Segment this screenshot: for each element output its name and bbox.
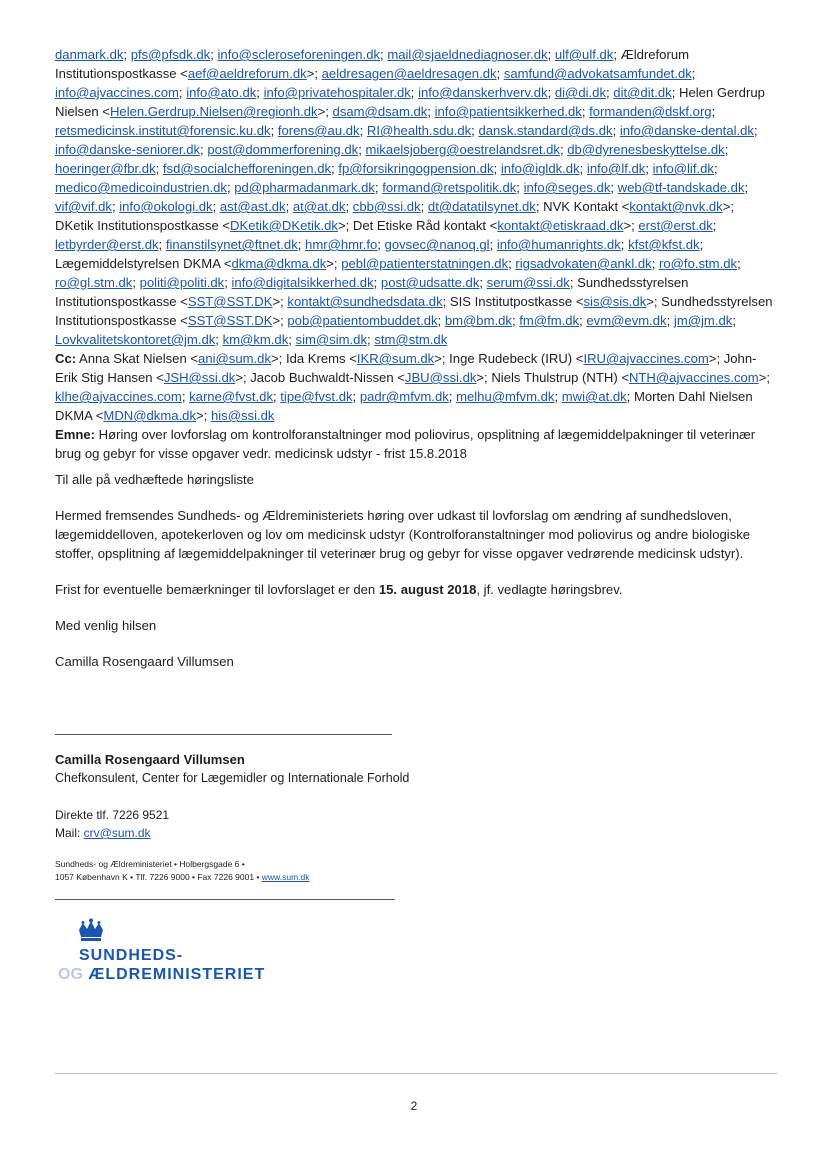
cc-email-link[interactable]: tipe@fvst.dk bbox=[280, 389, 353, 404]
to-email-link[interactable]: rigsadvokaten@ankl.dk bbox=[515, 256, 652, 271]
recipients-block bbox=[55, 45, 773, 463]
to-email-link[interactable]: info@igldk.dk bbox=[500, 161, 580, 176]
to-email-link[interactable]: fsd@socialchefforeningen.dk bbox=[162, 161, 332, 176]
to-text: ; bbox=[713, 161, 718, 176]
to-email-link[interactable]: danmark.dk bbox=[55, 47, 124, 62]
divider-top bbox=[55, 734, 392, 735]
to-text: ; bbox=[226, 180, 235, 195]
to-text: ; bbox=[547, 85, 555, 100]
cc-text: >; bbox=[758, 370, 770, 385]
to-email-link[interactable]: info@okologi.dk bbox=[119, 199, 213, 214]
cc-label: Cc: bbox=[55, 351, 77, 366]
to-text: ; bbox=[270, 123, 278, 138]
to-email-link[interactable]: info@lf.dk bbox=[586, 161, 646, 176]
cc-email-link[interactable]: JSH@ssi.dk bbox=[163, 370, 236, 385]
mail-link[interactable]: crv@sum.dk bbox=[83, 826, 151, 840]
to-text: ; bbox=[516, 180, 524, 195]
sender-name: Camilla Rosengaard Villumsen bbox=[55, 654, 234, 669]
cc-email-link[interactable]: mwi@at.dk bbox=[561, 389, 627, 404]
to-email-link[interactable]: sis@sis.dk bbox=[583, 294, 647, 309]
to-email-link[interactable]: vif@vif.dk bbox=[55, 199, 112, 214]
to-email-link[interactable]: pebl@patienterstatningen.dk bbox=[341, 256, 509, 271]
logo-line-2-row bbox=[58, 965, 265, 984]
to-text: ; bbox=[420, 199, 428, 214]
to-email-link[interactable]: formanden@dskf.org bbox=[589, 104, 712, 119]
to-text: >; bbox=[272, 294, 288, 309]
to-text: ; Lægemiddelstyrelsen DKMA < bbox=[55, 237, 704, 271]
deadline-date: 15. august 2018 bbox=[378, 582, 477, 597]
to-text: ; bbox=[581, 104, 590, 119]
to-text: ; bbox=[155, 161, 163, 176]
to-email-link[interactable]: info@patientsikkerhed.dk bbox=[434, 104, 582, 119]
to-text: ; bbox=[691, 66, 696, 81]
to-text: ; bbox=[373, 275, 381, 290]
to-text: ; Sundhedsstyrelsen Institutionspostkasse < bbox=[55, 275, 689, 309]
paragraph-intro: Hermed fremsendes Sundheds- og Ældreministeriets høring over udkast til lovforslag om ændring af sundhedsloven, lægemiddelloven, apotekerloven og lov om medicinsk udstyr (Kontrolforanstaltninger mod poliovirus og andre biologiske stoffer, opsplitning af lægemiddelpakninger til veterinær brug og gebyr for visse opgaver vedrørende medicinsk udstyr). bbox=[55, 508, 751, 561]
to-email-link[interactable]: mikaelsjoberg@oestrelandsret.dk bbox=[365, 142, 560, 157]
to-email-link[interactable]: DKetik@DKetik.dk bbox=[230, 218, 338, 233]
cc-text: ; bbox=[352, 389, 360, 404]
crown-logo-icon bbox=[76, 918, 106, 944]
to-text: ; bbox=[285, 199, 293, 214]
to-email-link[interactable]: kontakt@nvk.dk bbox=[629, 199, 723, 214]
to-text: ; bbox=[178, 85, 187, 100]
to-email-link[interactable]: fm@fm.dk bbox=[519, 313, 580, 328]
to-text: ; bbox=[158, 237, 166, 252]
to-text: ; bbox=[744, 180, 749, 195]
to-text: ; bbox=[511, 313, 520, 328]
to-email-link[interactable]: retsmedicinsk.institut@forensic.ku.dk bbox=[55, 123, 271, 138]
to-email-link[interactable]: dkma@dkma.dk bbox=[231, 256, 327, 271]
cc-email-link[interactable]: IRU@ajvaccines.com bbox=[583, 351, 709, 366]
to-text: ; bbox=[508, 256, 516, 271]
cc-text: ; bbox=[181, 389, 190, 404]
to-email-link[interactable]: RI@health.sdu.dk bbox=[366, 123, 472, 138]
to-email-link[interactable]: samfund@advokatsamfundet.dk bbox=[503, 66, 692, 81]
to-text: ; bbox=[712, 218, 717, 233]
to-text: >; bbox=[326, 256, 342, 271]
to-email-link[interactable]: di@di.dk bbox=[554, 85, 607, 100]
cc-text: ; bbox=[554, 389, 562, 404]
to-email-link[interactable]: pob@patientombuddet.dk bbox=[287, 313, 438, 328]
to-text: ; bbox=[132, 275, 140, 290]
to-email-link[interactable]: cbb@ssi.dk bbox=[352, 199, 421, 214]
to-text: ; bbox=[479, 275, 487, 290]
to-text: ; bbox=[651, 256, 659, 271]
to-text: ; bbox=[471, 123, 479, 138]
to-text: >; bbox=[623, 218, 639, 233]
address-line-2-text: 1057 København K • Tlf. 7226 9000 • Fax 7226 9001 • bbox=[55, 872, 262, 882]
to-email-link[interactable]: dit@dit.dk bbox=[613, 85, 672, 100]
to-email-link[interactable]: info@humanrights.dk bbox=[496, 237, 621, 252]
to-text: ; bbox=[380, 47, 388, 62]
to-email-link[interactable]: info@danske-seniorer.dk bbox=[55, 142, 201, 157]
to-email-link[interactable]: ulf@ulf.dk bbox=[554, 47, 614, 62]
salutation: Til alle på vedhæftede høringsliste bbox=[55, 472, 254, 487]
page-number: 2 bbox=[410, 1099, 418, 1113]
cc-text: >; Ida Krems < bbox=[271, 351, 357, 366]
website-link[interactable]: www.sum.dk bbox=[261, 872, 310, 882]
to-email-link[interactable]: info@ato.dk bbox=[186, 85, 257, 100]
to-text: ; bbox=[331, 161, 339, 176]
to-text: ; bbox=[493, 161, 501, 176]
to-email-link[interactable]: dt@datatilsynet.dk bbox=[427, 199, 536, 214]
to-recipients bbox=[55, 47, 773, 347]
to-email-link[interactable]: aef@aeldreforum.dk bbox=[187, 66, 307, 81]
to-text: ; bbox=[377, 237, 385, 252]
to-text: ; bbox=[496, 66, 504, 81]
to-email-link[interactable]: hmr@hmr.fo bbox=[305, 237, 378, 252]
to-text: ; bbox=[547, 47, 555, 62]
to-text: ; bbox=[753, 123, 758, 138]
to-text: ; Helen Gerdrup Nielsen < bbox=[55, 85, 765, 119]
to-email-link[interactable]: mail@sjaeldnediagnoser.dk bbox=[387, 47, 548, 62]
to-text: ; bbox=[212, 199, 220, 214]
to-text: ; bbox=[620, 237, 629, 252]
mail-label: Mail: bbox=[55, 826, 84, 840]
to-text: ; bbox=[288, 332, 296, 347]
to-email-link[interactable]: info@scleroseforeningen.dk bbox=[217, 47, 381, 62]
to-text: ; bbox=[215, 332, 223, 347]
paragraph-deadline bbox=[55, 580, 775, 599]
mail-line bbox=[55, 824, 169, 842]
cc-text: Anna Skat Nielsen < bbox=[76, 351, 199, 366]
to-email-link[interactable]: info@seges.dk bbox=[523, 180, 611, 195]
to-email-link[interactable]: forens@au.dk bbox=[277, 123, 360, 138]
to-text: ; bbox=[645, 161, 653, 176]
cc-email-link[interactable]: IKR@sum.dk bbox=[356, 351, 435, 366]
to-email-link[interactable]: dsam@dsam.dk bbox=[332, 104, 428, 119]
cc-text: >; Jacob Buchwaldt-Nissen < bbox=[235, 370, 405, 385]
to-text: ; SIS Institutpostkasse < bbox=[442, 294, 584, 309]
logo-og: OG bbox=[58, 966, 83, 983]
to-email-link[interactable]: aeldresagen@aeldresagen.dk bbox=[321, 66, 497, 81]
phone-line: Direkte tlf. 7226 9521 bbox=[55, 808, 170, 822]
to-email-link[interactable]: info@danskerhverv.dk bbox=[418, 85, 548, 100]
to-email-link[interactable]: Helen.Gerdrup.Nielsen@regionh.dk bbox=[109, 104, 318, 119]
to-email-link[interactable]: erst@erst.dk bbox=[638, 218, 713, 233]
to-text: ; bbox=[489, 237, 497, 252]
to-text: ; bbox=[666, 313, 674, 328]
to-text: ; bbox=[559, 142, 568, 157]
deadline-post: , jf. vedlagte høringsbrev. bbox=[476, 582, 623, 597]
cc-email-link[interactable]: melhu@mfvm.dk bbox=[456, 389, 555, 404]
cc-email-link[interactable]: his@ssi.dk bbox=[210, 408, 275, 423]
to-text: ; bbox=[427, 104, 435, 119]
to-text: ; bbox=[711, 104, 716, 119]
logo-line-1: SUNDHEDS- bbox=[79, 947, 184, 964]
cc-email-link[interactable]: karne@fvst.dk bbox=[189, 389, 273, 404]
to-text: ; bbox=[606, 85, 614, 100]
to-text: ; bbox=[224, 275, 232, 290]
to-text: ; bbox=[359, 123, 367, 138]
cc-text: >; John-Erik Stig Hansen < bbox=[55, 351, 757, 385]
cc-email-link[interactable]: ani@sum.dk bbox=[198, 351, 272, 366]
to-text: >; Sundhedsstyrelsen Institutionspostkasse < bbox=[55, 294, 773, 328]
to-text: ; Ældreforum Institutionspostkasse < bbox=[55, 47, 690, 81]
to-text: ; bbox=[123, 47, 131, 62]
to-text: ; bbox=[579, 313, 587, 328]
to-email-link[interactable]: info@danske-dental.dk bbox=[619, 123, 754, 138]
to-email-link[interactable]: govsec@nanoq.gl bbox=[384, 237, 490, 252]
to-email-link[interactable]: at@at.dk bbox=[292, 199, 346, 214]
to-email-link[interactable]: kfst@kfst.dk bbox=[628, 237, 700, 252]
to-text: ; bbox=[612, 123, 620, 138]
cc-email-link[interactable]: MDN@dkma.dk bbox=[103, 408, 197, 423]
cc-text: >; Niels Thulstrup (NTH) < bbox=[476, 370, 629, 385]
to-email-link[interactable]: ast@ast.dk bbox=[219, 199, 286, 214]
to-email-link[interactable]: pfs@pfsdk.dk bbox=[130, 47, 211, 62]
cc-email-link[interactable]: NTH@ajvaccines.com bbox=[628, 370, 759, 385]
closing: Med venlig hilsen bbox=[55, 618, 157, 633]
ministry-logo-text bbox=[58, 946, 265, 984]
signature-title: Chefkonsulent, Center for Lægemidler og Internationale Forhold bbox=[55, 771, 410, 785]
cc-recipients bbox=[55, 351, 770, 423]
cc-email-link[interactable]: padr@mfvm.dk bbox=[359, 389, 449, 404]
to-email-link[interactable]: post@udsatte.dk bbox=[380, 275, 480, 290]
logo-line-2: ÆLDREMINISTERIET bbox=[88, 966, 266, 983]
to-text: ; bbox=[297, 237, 306, 252]
to-email-link[interactable]: serum@ssi.dk bbox=[486, 275, 570, 290]
to-email-link[interactable]: letbyrder@erst.dk bbox=[55, 237, 159, 252]
to-text: ; bbox=[610, 180, 618, 195]
to-email-link[interactable]: SST@SST.DK bbox=[187, 294, 273, 309]
to-email-link[interactable]: db@dyrenesbeskyttelse.dk bbox=[567, 142, 725, 157]
footer-divider bbox=[55, 1073, 777, 1074]
to-text: ; bbox=[358, 142, 366, 157]
to-text: ; bbox=[437, 313, 445, 328]
contact-block bbox=[55, 806, 169, 842]
to-email-link[interactable]: stm@stm.dk bbox=[374, 332, 448, 347]
to-email-link[interactable]: km@km.dk bbox=[222, 332, 289, 347]
to-email-link[interactable]: info@privatehospitaler.dk bbox=[263, 85, 411, 100]
subject-text: Høring over lovforslag om kontrolforanstaltninger mod poliovirus, opsplitning af lægemiddelpakninger til veterinær brug og gebyr for visse opgaver vedr. medicinsk udstyr - frist 15.8.2018 bbox=[55, 427, 756, 461]
to-text: ; bbox=[200, 142, 208, 157]
to-text: ; bbox=[345, 199, 353, 214]
to-text: >; Det Etiske Råd kontakt < bbox=[337, 218, 498, 233]
to-email-link[interactable]: dansk.standard@ds.dk bbox=[478, 123, 613, 138]
to-email-link[interactable]: sim@sim.dk bbox=[295, 332, 368, 347]
to-text: ; bbox=[210, 47, 218, 62]
divider-bottom bbox=[55, 899, 395, 900]
to-email-link[interactable]: fp@forsikringogpension.dk bbox=[338, 161, 494, 176]
to-email-link[interactable]: kontakt@sundhedsdata.dk bbox=[287, 294, 443, 309]
deadline-pre: Frist for eventuelle bemærkninger til lovforslaget er den bbox=[55, 582, 379, 597]
to-email-link[interactable]: pd@pharmadanmark.dk bbox=[234, 180, 375, 195]
to-email-link[interactable]: post@dommerforening.dk bbox=[207, 142, 359, 157]
address-line-2 bbox=[55, 871, 310, 884]
address-block bbox=[55, 858, 310, 884]
to-email-link[interactable]: info@digitalsikkerhed.dk bbox=[231, 275, 374, 290]
to-email-link[interactable]: kontakt@etiskraad.dk bbox=[497, 218, 624, 233]
to-text: ; bbox=[111, 199, 120, 214]
cc-email-link[interactable]: JBU@ssi.dk bbox=[404, 370, 477, 385]
cc-text: ; Morten Dahl Nielsen DKMA < bbox=[55, 389, 753, 423]
to-email-link[interactable]: ro@fo.stm.dk bbox=[659, 256, 738, 271]
to-email-link[interactable]: politi@politi.dk bbox=[139, 275, 225, 290]
to-email-link[interactable]: SST@SST.DK bbox=[187, 313, 273, 328]
cc-text: >; Inge Rudebeck (IRU) < bbox=[434, 351, 584, 366]
subject-label: Emne: bbox=[55, 427, 96, 442]
cc-text: ; bbox=[448, 389, 457, 404]
address-line-1: Sundheds- og Ældreministeriet • Holbergsgade 6 • bbox=[55, 859, 245, 869]
to-email-link[interactable]: web@tf-tandskade.dk bbox=[617, 180, 745, 195]
cc-email-link[interactable]: klhe@ajvaccines.com bbox=[55, 389, 182, 404]
to-text: >; bbox=[306, 66, 322, 81]
to-email-link[interactable]: info@lif.dk bbox=[652, 161, 714, 176]
to-email-link[interactable]: Lovkvalitetskontoret@jm.dk bbox=[55, 332, 216, 347]
to-email-link[interactable]: hoeringer@fbr.dk bbox=[55, 161, 156, 176]
to-text: ; bbox=[367, 332, 375, 347]
to-email-link[interactable]: formand@retspolitik.dk bbox=[382, 180, 517, 195]
message-body bbox=[55, 470, 775, 688]
to-text: ; bbox=[579, 161, 587, 176]
to-text: ; bbox=[374, 180, 383, 195]
to-email-link[interactable]: bm@bm.dk bbox=[444, 313, 512, 328]
signature-name: Camilla Rosengaard Villumsen bbox=[55, 752, 245, 767]
to-text: >; bbox=[317, 104, 333, 119]
to-text: ; bbox=[737, 256, 741, 271]
to-text: ; bbox=[410, 85, 419, 100]
to-email-link[interactable]: finanstilsynet@ftnet.dk bbox=[165, 237, 298, 252]
to-text: >; bbox=[272, 313, 288, 328]
to-text: ; bbox=[724, 142, 729, 157]
to-email-link[interactable]: jm@jm.dk bbox=[673, 313, 733, 328]
to-text: ; bbox=[256, 85, 264, 100]
cc-text: >; bbox=[196, 408, 211, 423]
to-text: ; NVK Kontakt < bbox=[535, 199, 630, 214]
to-email-link[interactable]: evm@evm.dk bbox=[586, 313, 667, 328]
to-email-link[interactable]: medico@medicoindustrien.dk bbox=[55, 180, 227, 195]
to-text: ; bbox=[732, 313, 736, 328]
to-text: >; DKetik Institutionspostkasse < bbox=[55, 199, 735, 233]
to-email-link[interactable]: info@ajvaccines.com bbox=[55, 85, 179, 100]
cc-text: ; bbox=[273, 389, 281, 404]
signature-block bbox=[55, 751, 655, 787]
to-email-link[interactable]: ro@gl.stm.dk bbox=[55, 275, 133, 290]
